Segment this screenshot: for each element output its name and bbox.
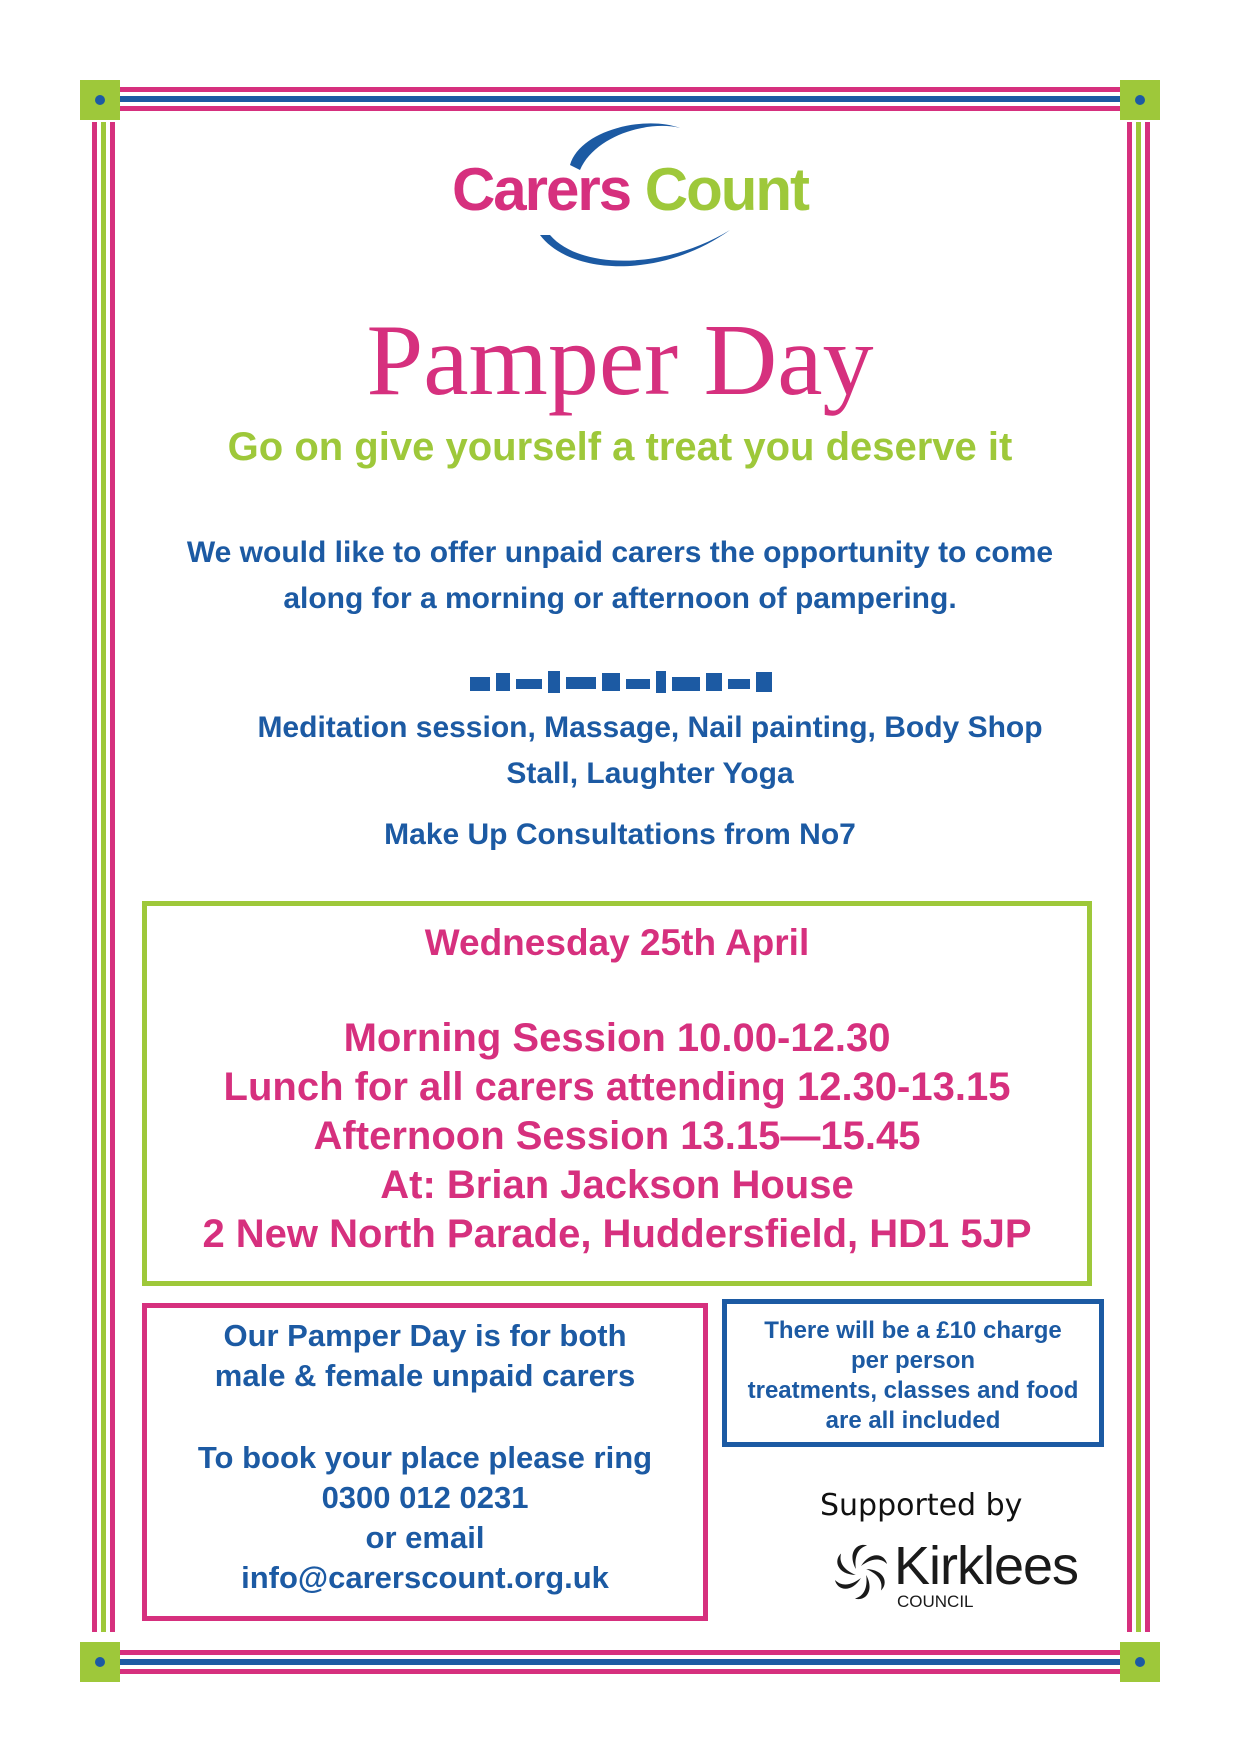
logo-word-carers: Carers (451, 156, 631, 223)
corner-square (1120, 80, 1160, 120)
tagline: Go on give yourself a treat you deserve it (227, 425, 1013, 469)
booking-line: or email (365, 1520, 485, 1555)
kirklees-name: Kirklees (894, 1536, 1079, 1596)
event-date: Wednesday 25th April (424, 922, 810, 963)
frame-line (108, 1659, 1132, 1665)
event-details-box (142, 901, 1092, 1286)
booking-contact (147, 1438, 703, 1598)
intro-text (125, 530, 1115, 622)
charge-info-box (722, 1299, 1104, 1447)
garbled-heading-graphic (466, 667, 778, 697)
supported-by-label: Supported by (820, 1488, 1023, 1523)
email-link[interactable]: info@carerscount.org.uk (241, 1560, 609, 1595)
booking-info-box (142, 1303, 708, 1621)
corner-square (80, 1642, 120, 1682)
frame-line (108, 1650, 1132, 1655)
frame-line (108, 87, 1132, 92)
booking-line: To book your place please ring (197, 1440, 653, 1475)
charge-line: There will be a £10 charge (764, 1317, 1062, 1344)
kirklees-council-label: COUNCIL (897, 1592, 974, 1611)
event-line: At: Brian Jackson House (380, 1163, 854, 1207)
activities-line: Meditation session, Massage, Nail painting, Body Shop (257, 711, 1043, 744)
event-line: Afternoon Session 13.15—15.45 (313, 1114, 921, 1158)
charge-line: are all included (825, 1407, 1001, 1434)
intro-line: We would like to offer unpaid carers the opportunity to come (186, 536, 1054, 569)
event-line: 2 New North Parade, Huddersfield, HD1 5JP (202, 1212, 1032, 1256)
carers-count-logo (430, 110, 830, 290)
booking-line: Our Pamper Day is for both (223, 1318, 627, 1353)
corner-square (1120, 1642, 1160, 1682)
booking-line: male & female unpaid carers (214, 1358, 636, 1393)
logo-text (430, 155, 830, 224)
frame-line (108, 1669, 1132, 1674)
event-line: Morning Session 10.00-12.30 (343, 1016, 891, 1060)
page-title: Pamper Day (366, 304, 874, 417)
booking-audience (147, 1316, 703, 1396)
activities-line: Stall, Laughter Yoga (506, 757, 794, 790)
charge-line: treatments, classes and food (747, 1377, 1079, 1404)
intro-line: along for a morning or afternoon of pampering. (283, 582, 957, 615)
frame-line (108, 96, 1132, 102)
logo-word-count: Count (644, 156, 809, 223)
corner-square (80, 80, 120, 120)
makeup-consultations: Make Up Consultations from No7 (384, 818, 856, 851)
phone-number[interactable]: 0300 012 0231 (321, 1480, 529, 1515)
charge-line: per person (850, 1347, 976, 1374)
event-line: Lunch for all carers attending 12.30-13.15 (223, 1065, 1011, 1109)
event-schedule (147, 1014, 1087, 1259)
activities-list (205, 705, 1095, 797)
kirklees-council-logo (832, 1535, 1082, 1615)
kirklees-swirl-icon (832, 1543, 890, 1601)
